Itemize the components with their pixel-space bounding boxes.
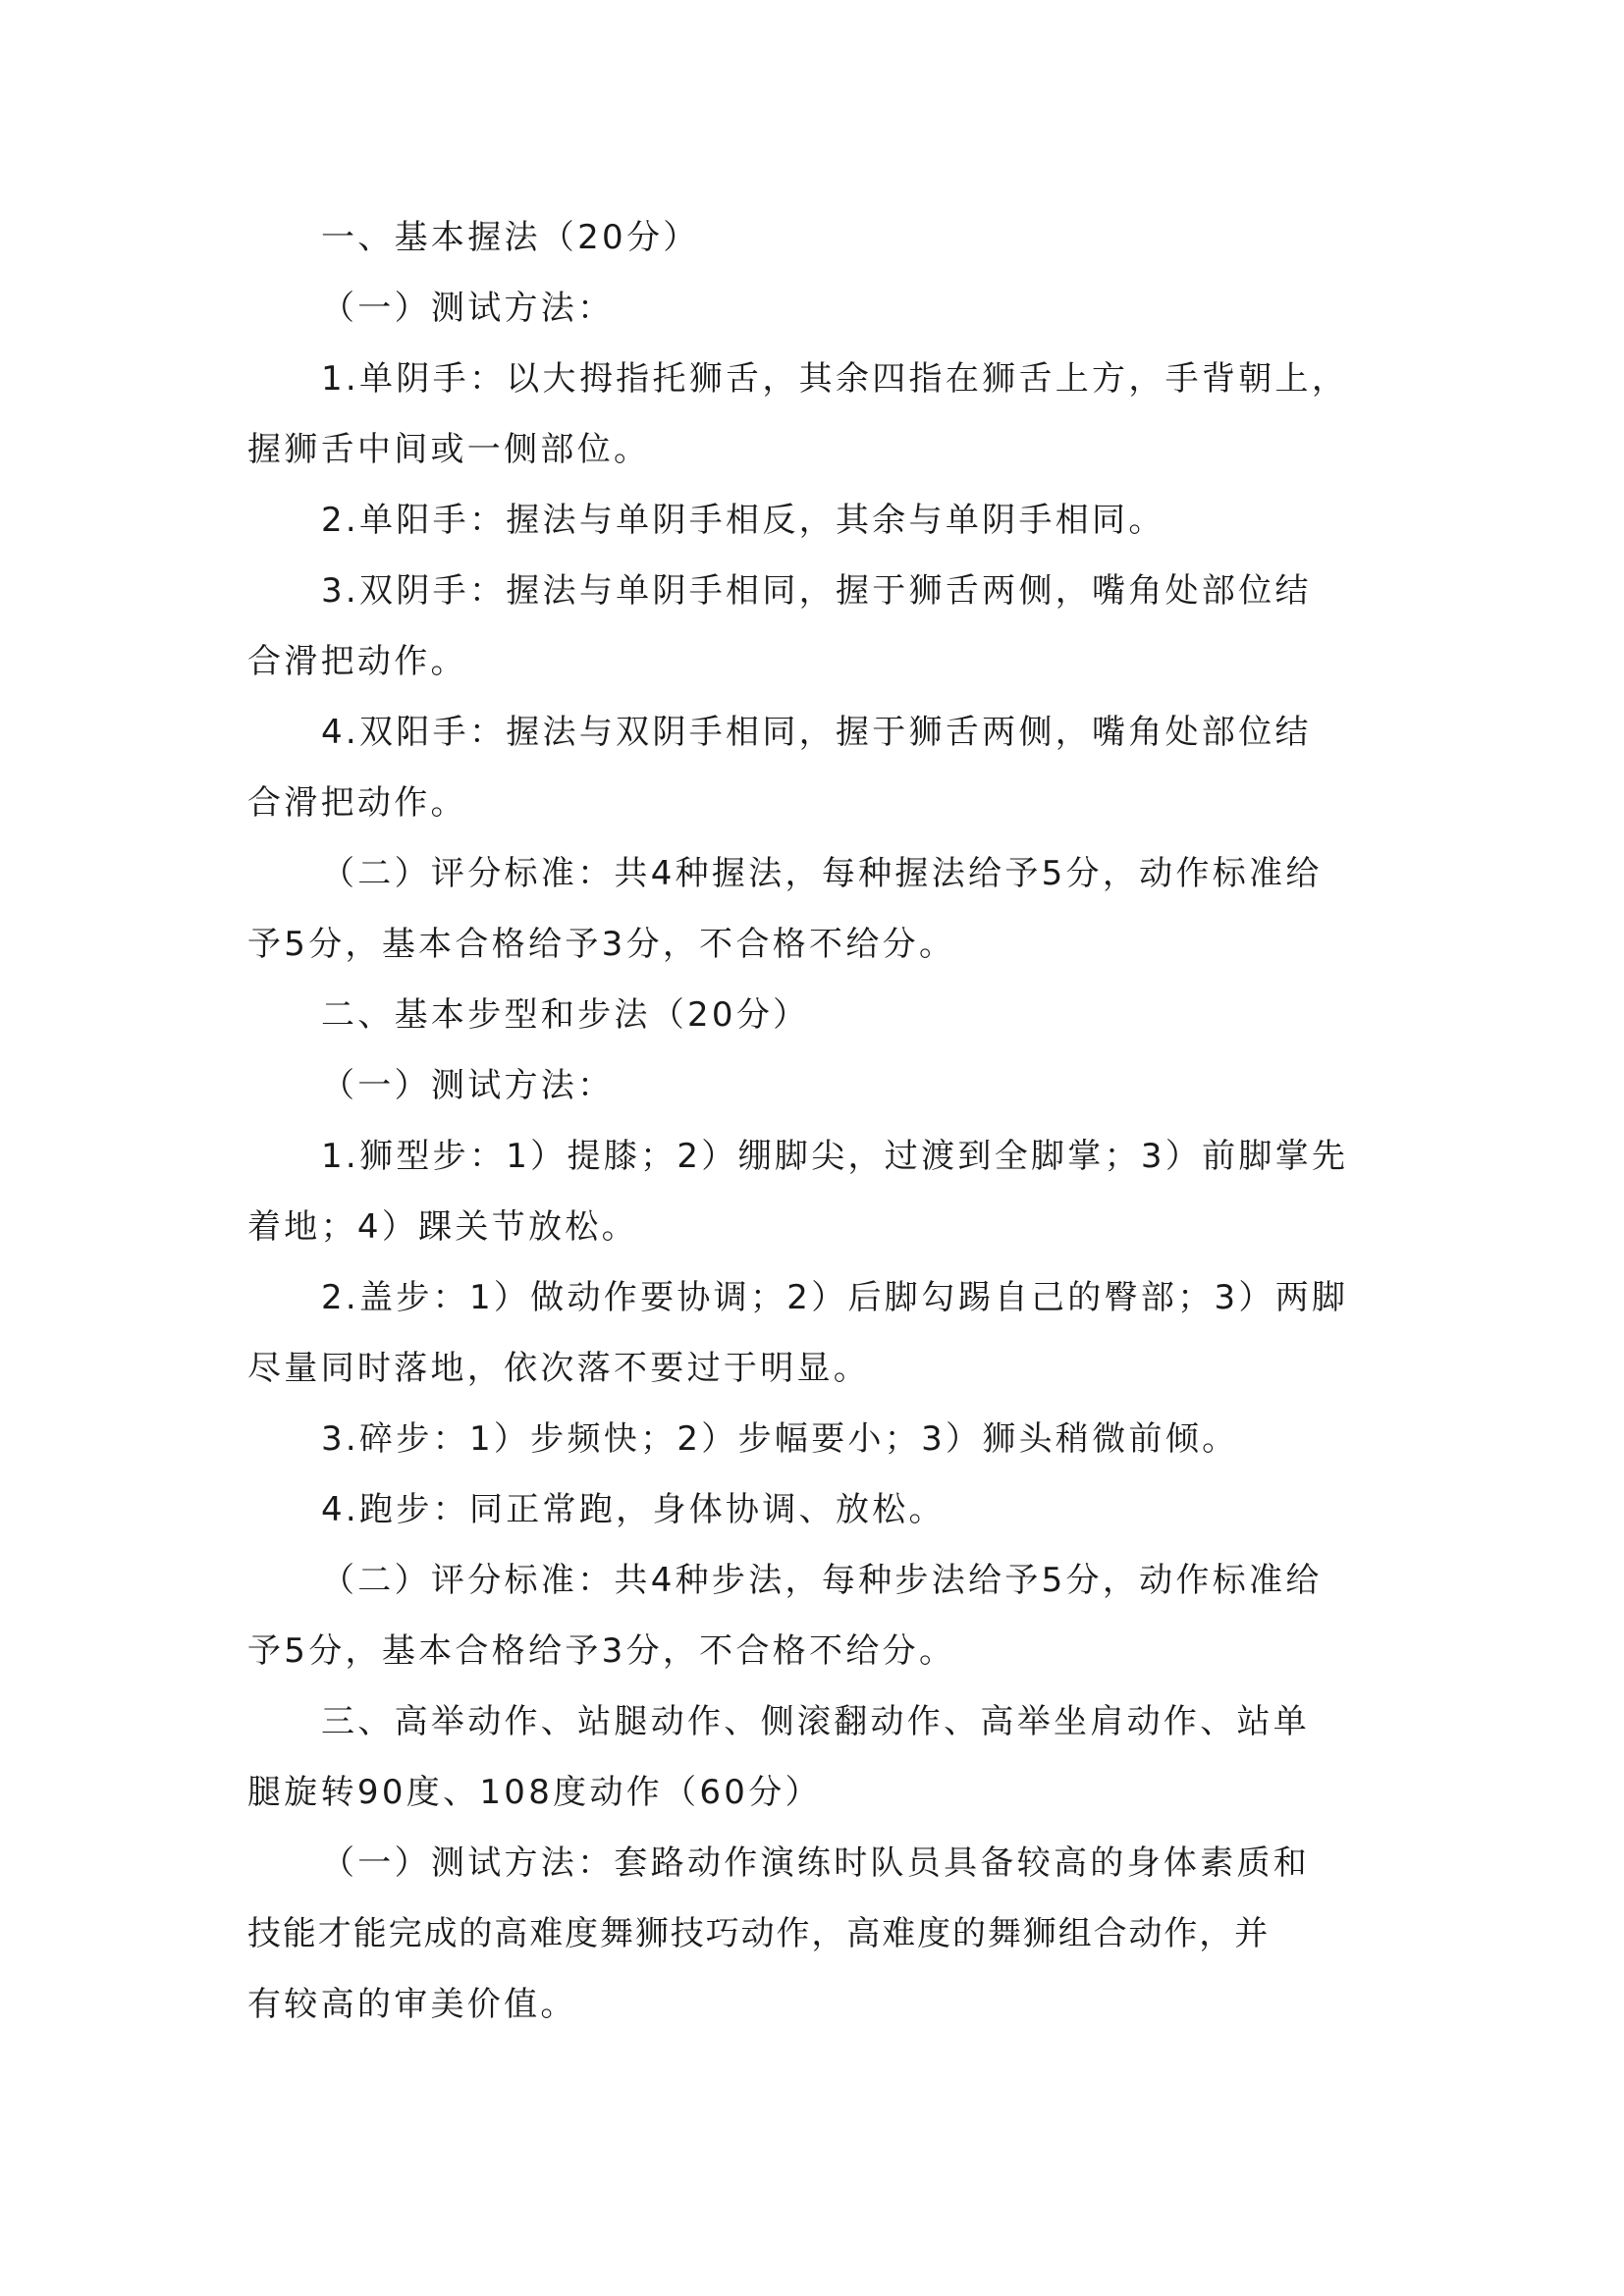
section-2-subheading-method: （一）测试方法： [321, 1066, 615, 1105]
paragraph-line: 合滑把动作。 [247, 783, 467, 823]
section-3-heading-continued: 腿旋转90度、108度动作（60分） [247, 1773, 822, 1812]
paragraph-line: 2.盖步：1）做动作要协调；2）后脚勾踢自己的臀部；3）两脚 [321, 1278, 1349, 1317]
paragraph-line: 3.双阴手：握法与单阴手相同，握于狮舌两侧，嘴角处部位结 [321, 571, 1312, 611]
paragraph-line: 予5分，基本合格给予3分，不合格不给分。 [247, 1631, 956, 1671]
paragraph-line: 1.单阴手：以大拇指托狮舌，其余四指在狮舌上方，手背朝上， [321, 359, 1349, 399]
section-2-subheading-scoring: （二）评分标准：共4种步法，每种步法给予5分，动作标准给 [321, 1561, 1323, 1600]
paragraph-line: 2.单阳手：握法与单阴手相反，其余与单阴手相同。 [321, 501, 1165, 540]
section-2-heading: 二、基本步型和步法（20分） [321, 995, 810, 1035]
section-3-heading: 三、高举动作、站腿动作、侧滚翻动作、高举坐肩动作、站单 [321, 1702, 1311, 1741]
paragraph-line: 4.双阳手：握法与双阴手相同，握于狮舌两侧，嘴角处部位结 [321, 713, 1312, 752]
paragraph-line: 尽量同时落地，依次落不要过于明显。 [247, 1349, 871, 1388]
paragraph-line: 技能才能完成的高难度舞狮技巧动作，高难度的舞狮组合动作，并 [247, 1914, 1271, 1953]
section-1-subheading-method: （一）测试方法： [321, 289, 615, 328]
paragraph-line: 着地；4）踝关节放松。 [247, 1207, 638, 1247]
section-1-heading: 一、基本握法（20分） [321, 218, 700, 257]
paragraph-line: 有较高的审美价值。 [247, 1985, 577, 2024]
section-1-subheading-scoring: （二）评分标准：共4种握法，每种握法给予5分，动作标准给 [321, 854, 1323, 893]
section-3-subheading-method: （一）测试方法：套路动作演练时队员具备较高的身体素质和 [321, 1843, 1311, 1883]
paragraph-line: 握狮舌中间或一侧部位。 [247, 430, 651, 469]
paragraph-line: 3.碎步：1）步频快；2）步幅要小；3）狮头稍微前倾。 [321, 1419, 1239, 1459]
paragraph-line: 4.跑步：同正常跑，身体协调、放松。 [321, 1490, 946, 1529]
paragraph-line: 予5分，基本合格给予3分，不合格不给分。 [247, 925, 956, 964]
paragraph-line: 合滑把动作。 [247, 642, 467, 681]
paragraph-line: 1.狮型步：1）提膝；2）绷脚尖，过渡到全脚掌；3）前脚掌先 [321, 1137, 1349, 1176]
